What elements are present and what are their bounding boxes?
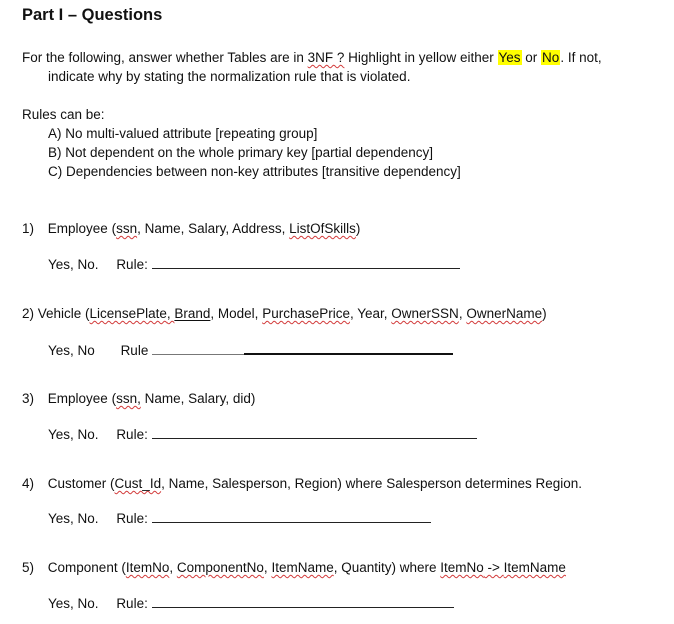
rule-a: A) No multi-valued attribute [repeating group]: [48, 126, 318, 141]
q5-rule-label: Rule:: [116, 596, 148, 611]
rules-heading: Rules can be:: [22, 107, 105, 122]
q2-pre: 2) Vehicle (: [22, 306, 90, 321]
q4-answer-choices: Yes, No.: [48, 511, 99, 526]
q3-rule-blank[interactable]: [152, 425, 477, 439]
q1-ssn: ssn: [116, 221, 138, 236]
q5-rule-blank[interactable]: [152, 594, 454, 608]
q1-rule-blank[interactable]: [152, 255, 460, 269]
page-title: Part I – Questions: [22, 6, 163, 24]
intro-line-2: indicate why by stating the normalization rule that is violated.: [48, 69, 411, 84]
highlight-yes: Yes: [498, 50, 521, 65]
q4-rule-blank[interactable]: [152, 509, 431, 523]
q2-comma2: ,: [458, 306, 467, 321]
q3-ssn: ssn,: [116, 391, 141, 406]
q5-comma1: ,: [169, 560, 177, 575]
q4-cust-id: Cust_Id: [114, 476, 162, 491]
q1-number: 1): [22, 221, 35, 236]
question-2: [22, 306, 547, 321]
highlight-no: No: [542, 50, 560, 65]
question-5: [22, 560, 566, 575]
q2-comma1: ,: [166, 306, 175, 321]
question-4: [22, 476, 582, 491]
q5-mid: , Quantity) where: [333, 560, 441, 575]
nf-term: 3NF ?: [307, 50, 345, 65]
q5-number: 5): [22, 560, 35, 575]
q5-answer-row: [48, 594, 454, 611]
q2-rule-blank-thick[interactable]: [244, 340, 453, 355]
q2-rule-label: Rule: [120, 343, 149, 358]
q1-skills: ListOfSkills: [289, 221, 356, 236]
q1-answer-row: [48, 255, 460, 272]
q4-pre: Customer (: [47, 476, 115, 491]
q2-answer-choices: Yes, No: [48, 343, 95, 358]
q5-answer-choices: Yes, No.: [48, 596, 99, 611]
intro-text-3: . If not,: [560, 50, 602, 65]
q1-end: ): [355, 221, 361, 236]
question-1: [22, 221, 360, 236]
q3-rest: Name, Salary, did): [140, 391, 256, 406]
q2-rule-blank-thin[interactable]: [152, 341, 244, 355]
q3-answer-choices: Yes, No.: [48, 427, 99, 442]
intro-line-1: [22, 50, 602, 65]
q3-rule-label: Rule:: [116, 427, 148, 442]
q2-plate: LicensePlate: [89, 306, 167, 321]
q3-pre: Employee (: [47, 391, 117, 406]
q2-ownername: OwnerName: [466, 306, 543, 321]
q1-pre: Employee (: [47, 221, 117, 236]
q5-itemname-2: ItemName: [503, 560, 566, 575]
intro-text-1: For the following, answer whether Tables are in: [22, 50, 308, 65]
q5-itemname: ItemName: [271, 560, 334, 575]
q2-price: PurchasePrice: [262, 306, 350, 321]
q2-answer-row: [48, 340, 453, 358]
q3-number: 3): [22, 391, 35, 406]
q4-answer-row: [48, 509, 431, 526]
q5-compno: ComponentNo: [176, 560, 264, 575]
q4-rest: , Name, Salesperson, Region) where Salesperson determines Region.: [161, 476, 583, 491]
intro-text-2: Highlight in yellow either: [344, 50, 498, 65]
q1-mid: , Name, Salary, Address,: [137, 221, 290, 236]
q5-comma2: ,: [263, 560, 272, 575]
rule-b: B) Not dependent on the whole primary key [partial dependency]: [48, 145, 433, 160]
question-3: [22, 391, 255, 406]
q2-end: ): [542, 306, 547, 321]
q5-arrow: ->: [483, 560, 504, 575]
q2-brand: Brand: [174, 306, 211, 321]
q5-itemno: ItemNo: [125, 560, 170, 575]
q1-rule-label: Rule:: [116, 257, 148, 272]
q2-mid2: , Year,: [349, 306, 392, 321]
q3-answer-row: [48, 425, 477, 442]
q5-pre: Component (: [47, 560, 126, 575]
q4-rule-label: Rule:: [116, 511, 148, 526]
q1-answer-choices: Yes, No.: [48, 257, 99, 272]
q2-mid1: , Model,: [210, 306, 263, 321]
rule-c: C) Dependencies between non-key attributes [transitive dependency]: [48, 164, 461, 179]
q4-number: 4): [22, 476, 35, 491]
q5-itemno-2: ItemNo: [440, 560, 484, 575]
q2-ownerssn: OwnerSSN: [391, 306, 459, 321]
intro-or: or: [521, 50, 542, 65]
